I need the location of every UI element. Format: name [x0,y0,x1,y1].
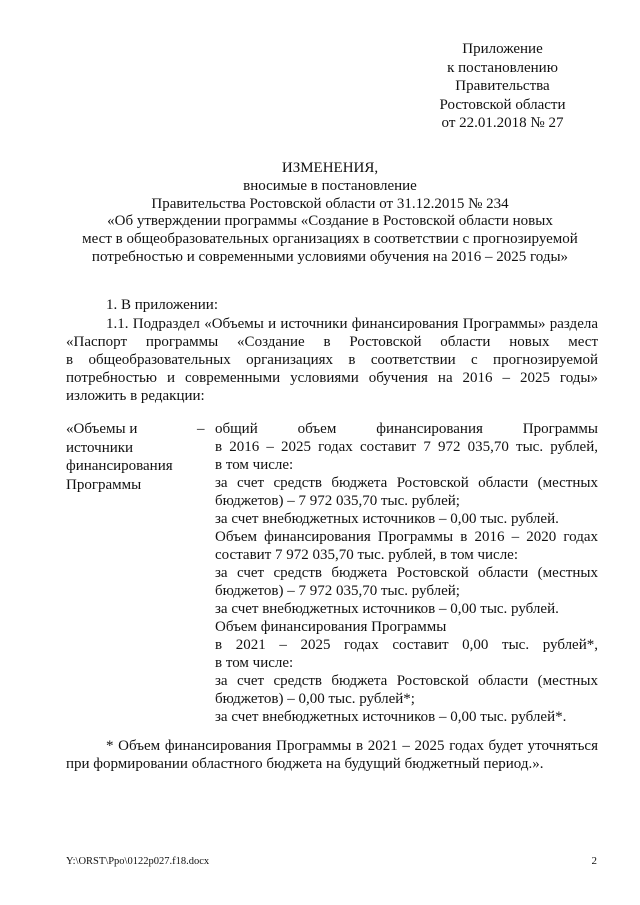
content-line: за счет внебюджетных источников – 0,00 тыс. рублей. [215,601,559,617]
content-line: бюджетов) – 7 972 035,70 тыс. рублей; [215,583,460,599]
appendix-line: Правительства [455,78,550,94]
appendix-line: от 22.01.2018 № 27 [441,115,564,131]
content-line: в 2016 – 2025 годах составит 7 972 035,70 тыс. рублей, [215,439,598,455]
title-line: вносимые в постановление [243,177,417,194]
item-1-1-line: в общеобразовательных организациях в соответствии с прогнозируемой [66,352,598,368]
appendix-header [400,40,605,133]
content-line: бюджетов) – 0,00 тыс. рублей*; [215,691,415,707]
item-1-1-line: потребностью и современными условиями обучения на 2016 – 2025 годы» [66,370,598,386]
item-1-1-line: изложить в редакции: [66,388,205,404]
title-line: Правительства Ростовской области от 31.12.2015 № 234 [151,195,509,212]
document-title [60,160,600,267]
footnote-line: при формировании областного бюджета на будущий бюджетный период.». [66,756,544,772]
appendix-line: Приложение [462,41,543,57]
table-dash: – [197,421,205,437]
label-line: Программы [66,476,142,493]
content-line: в 2021 – 2025 годах составит 0,00 тыс. рублей*, [215,637,598,653]
item-1-1-line: 1.1. Подраздел «Объемы и источники финансирования Программы» раздела [106,316,598,332]
content-line: за счет внебюджетных источников – 0,00 тыс. рублей*. [215,709,567,725]
content-line: за счет средств бюджета Ростовской области (местных [215,565,598,581]
file-path: Y:\ORST\Ppo\0122p027.f18.docx [66,856,210,867]
label-line: источники [66,439,134,456]
label-line: «Объемы и [66,421,138,437]
content-line: за счет внебюджетных источников – 0,00 тыс. рублей. [215,511,559,527]
table-label [66,420,196,494]
content-line: бюджетов) – 7 972 035,70 тыс. рублей; [215,493,460,509]
item-1: 1. В приложении: [106,297,218,313]
content-line: в том числе: [215,457,294,473]
content-line: Объем финансирования Программы в 2016 – 2020 годах [215,529,598,545]
appendix-line: Ростовской области [439,96,566,113]
appendix-line: к постановлению [447,59,558,76]
content-line: Объем финансирования Программы [215,619,447,635]
title-line: потребностью и современными условиями обучения на 2016 – 2025 годы» [91,248,569,265]
page-number: 2 [591,855,597,867]
title-line: мест в общеобразовательных организациях в соответствии с прогнозируемой [82,231,578,248]
content-line: составит 7 972 035,70 тыс. рублей, в том числе: [215,547,519,563]
content-line: общий объем финансирования Программы [215,421,598,437]
content-line: за счет средств бюджета Ростовской области (местных [215,475,598,491]
content-line: в том числе: [215,655,294,671]
label-line: финансирования [66,458,173,474]
item-1-1-line: «Паспорт программы «Создание в Ростовской области новых мест [66,334,598,350]
title-line: ИЗМЕНЕНИЯ, [281,160,379,176]
footnote-line: * Объем финансирования Программы в 2021 – 2025 годах будет уточняться [106,738,598,754]
content-line: за счет средств бюджета Ростовской области (местных [215,673,598,689]
title-line: «Об утверждении программы «Создание в Ростовской области новых [107,213,553,230]
